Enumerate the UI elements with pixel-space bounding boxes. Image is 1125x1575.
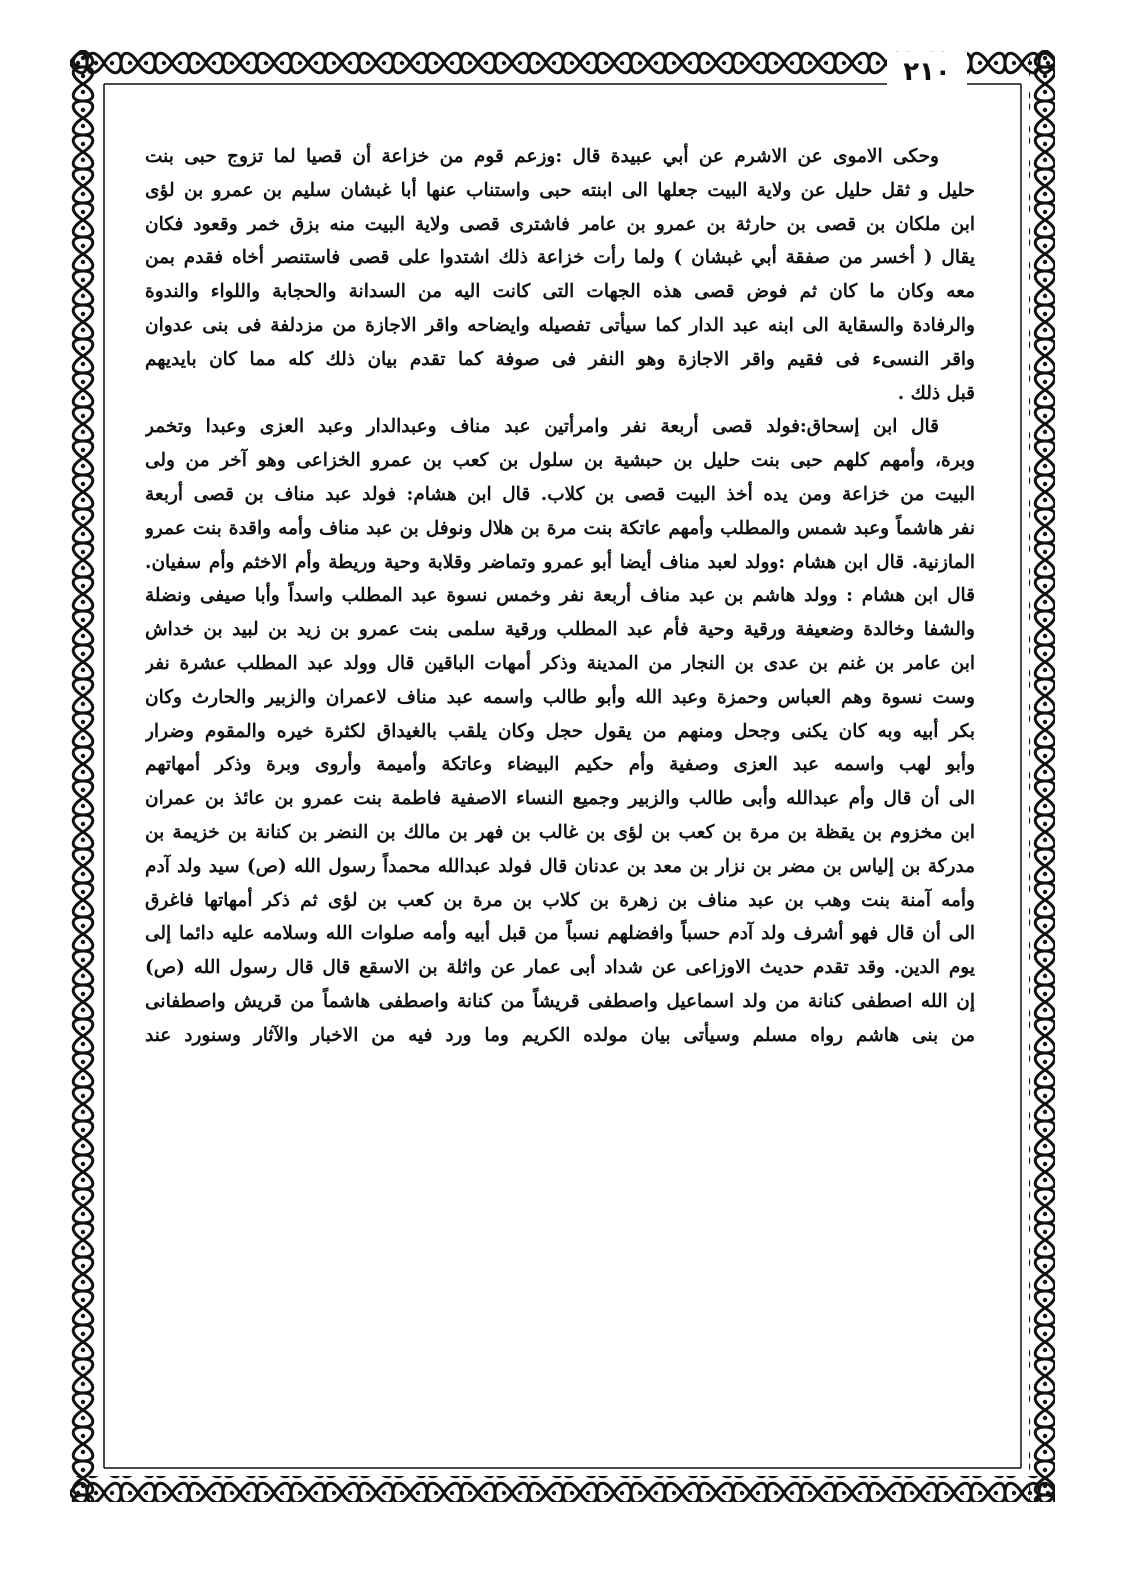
- text-line: قبل ذلك .: [897, 382, 975, 404]
- text-line: وحكى الاموى عن الاشرم عن أبي عبيدة قال :وزعم قوم من خزاعة أن قصيا لما تزوج حبى بنت: [145, 146, 939, 167]
- text-line: إن الله اصطفى كنانة من ولد اسماعيل واصطفى قريشاً من كنانة واصطفى هاشماً من قريش واصطفانى: [145, 990, 975, 1012]
- text-line: ابن ملكان بن قصى بن حارثة بن عمرو بن عامر فاشترى قصى ولاية البيت منه بزق خمر وقعود فكان: [145, 213, 975, 235]
- page-number: ٢١٠: [887, 52, 967, 92]
- paragraph: [145, 140, 975, 410]
- text-line: ابن مخزوم بن يقظة بن مرة بن كعب بن لؤى بن غالب بن فهر بن مالك بن النضر بن كنانة بن خزيمة بن: [145, 821, 975, 843]
- text-line: واقر النسىء فى فقيم واقر الاجازة وهو النفر فى صوفة كما تقدم بيان ذلك كله مما كان بايديهم: [145, 348, 975, 370]
- text-line: وأمه آمنة بنت وهب بن عبد مناف بن زهرة بن كلاب بن مرة بن كعب بن لؤى ثم ذكر أمهاتها فاغرق: [145, 889, 975, 911]
- paragraph: [145, 410, 975, 1052]
- text-line: بكر أبيه وبه كان يكنى وجحل ومنهم من يقول حجل وكان يلقب بالغيداق لكثرة خيره والمقوم وضرار: [145, 720, 975, 742]
- text-line: قال ابن هشام : وولد هاشم بن عبد مناف أربعة نفر وخمس نسوة عبد المطلب واسداً وأبا صيفى ونضلة: [145, 585, 975, 607]
- text-line: الى أن قال فهو أشرف ولد آدم حسباً وافضلهم نسباً من قبل أبيه وأمه صلوات الله وسلامه عليه دائما إلى: [145, 923, 975, 945]
- text-line: من بنى هاشم رواه مسلم وسيأتى بيان مولده الكريم وما ورد فيه من الاخبار والآثار وسنورد عند: [145, 1024, 975, 1046]
- text-line: حليل و ثقل حليل عن ولاية البيت جعلها الى ابنته حبى واستناب عنها أبا غبشان سليم بن عمرو بن لؤى: [145, 179, 975, 201]
- body-text: [145, 140, 975, 1480]
- text-line: البيت من خزاعة ومن يده أخذ البيت قصى بن كلاب. قال ابن هشام: فولد عبد مناف بن قصى أربعة: [145, 483, 975, 505]
- text-line: وأبو لهب واسمه عبد العزى وصفية وأم حكيم البيضاء وعاتكة وأميمة وأروى وبرة وذكر أمهاتهم: [145, 754, 975, 776]
- text-line: المازنية. قال ابن هشام :وولد لعبد مناف أيضا أبو عمرو وتماضر وقلابة وحية وريطة وأم الاخثم وأم سفيان.: [145, 551, 975, 573]
- text-line: مدركة بن إلياس بن مضر بن نزار بن معد بن عدنان قال فولد عبدالله محمداً رسول الله (ص) سيد ولد آدم: [145, 855, 975, 877]
- text-line: قال ابن إسحاق:فولد قصى أربعة نفر وامرأتين عبد مناف وعبدالدار وعبد العزى وعبدا وتخمر: [145, 416, 939, 438]
- text-line: والرفادة والسقاية الى ابنه عبد الدار كما سيأتى تفصيله وايضاحه واقر الاجازة من مزدلفة فى بنى عدوان: [145, 314, 975, 336]
- text-line: يقال ( أخسر من صفقة أبي غبشان ) ولما رأت خزاعة ذلك اشتدوا على قصى فاستنصر أخاه فقدم بمن: [145, 247, 975, 269]
- text-line: معه وكان ما كان ثم فوض قصى هذه الجهات التى كانت اليه من السدانة والحجابة واللواء والندوة: [145, 281, 975, 303]
- text-line: نفر هاشماً وعبد شمس والمطلب وأمهم عاتكة بنت مرة بن هلال ونوفل بن عبد مناف وأمه واقدة بنت عمرو: [145, 517, 975, 539]
- text-line: ابن عامر بن غنم بن عدى بن النجار من المدينة وذكر أمهات الباقين قال وولد عبد المطلب عشرة نفر: [145, 652, 975, 674]
- text-line: والشفا وخالدة وضعيفة ورقية وحية فأم عبد المطلب ورقية سلمى بنت عمرو بن زيد بن لبيد بن خداش: [145, 619, 975, 641]
- text-line: يوم الدين. وقد تقدم حديث الاوزاعى عن شداد أبى عمار عن واثلة بن الاسقع قال قال رسول الله (ص): [145, 957, 975, 979]
- text-line: الى أن قال وأم عبدالله وأبى طالب والزبير وجميع النساء الاصفية فاطمة بنت عمرو بن عائذ بن عمران: [145, 788, 975, 810]
- text-line: وبرة، وأمهم كلهم حبى بنت حليل بن حبشية بن سلول بن كعب بن عمرو الخزاعى وهو آخر من ولى: [145, 450, 975, 472]
- text-line: وست نسوة وهم العباس وحمزة وعبد الله وأبو طالب واسمه عبد مناف لاعمران والزبير والحارث وكان: [145, 686, 975, 708]
